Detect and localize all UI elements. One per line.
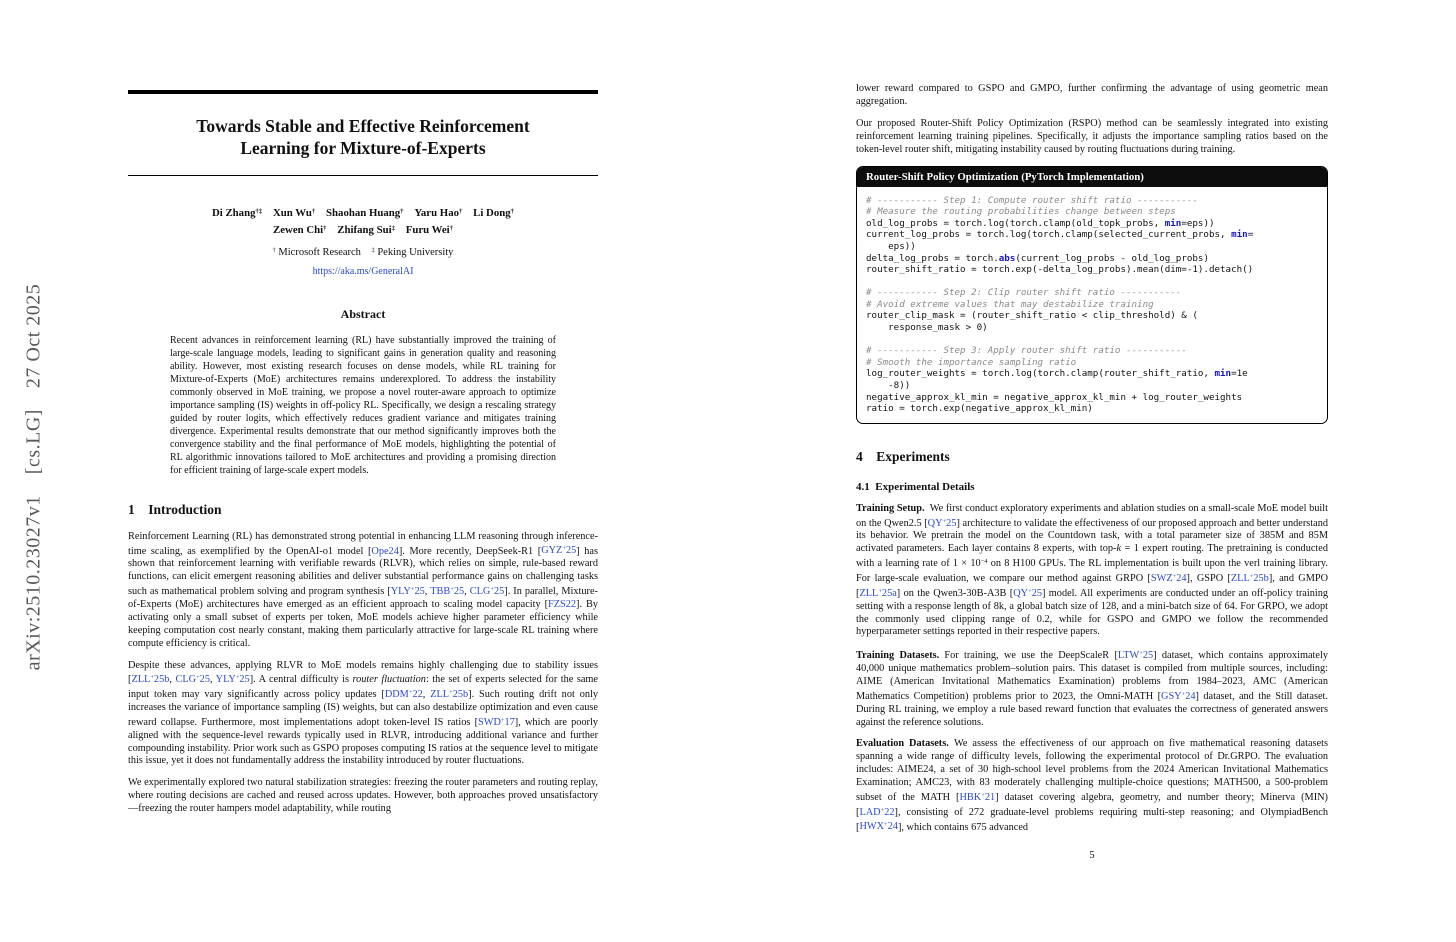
text-segment (315, 207, 326, 219)
text-segment: Training Datasets. (856, 650, 940, 662)
citation-link[interactable]: SWD+17 (478, 716, 515, 728)
citation-superscript: + (1028, 587, 1032, 595)
code-comment: # Measure the routing probabilities change between steps (866, 206, 1176, 218)
code-text: router_shift_ratio = torch.exp(-delta_log_probs).mean(dim=-1).detach() (866, 264, 1254, 276)
rspo-paragraph (856, 118, 1328, 157)
citation-link[interactable]: YLY+25 (390, 586, 425, 598)
citation-link[interactable]: GSY+24 (1161, 690, 1196, 702)
text-segment: on 8 H100 GPUs. The RL implementation is built upon the verl training library. For large-scale evaluation, we compare our method against GRPO [ (856, 558, 1328, 584)
citation-link[interactable]: ZLL+25a (859, 587, 897, 599)
code-line (866, 241, 1318, 253)
text-segment (361, 246, 375, 258)
paper-link[interactable]: https://aka.ms/GeneralAI (312, 265, 414, 277)
citation-link[interactable]: FZS22 (548, 598, 577, 610)
code-block-title: Router-Shift Policy Optimization (PyTorch Implementation) (857, 167, 1327, 187)
code-keyword: min (1214, 368, 1232, 380)
citation-superscript: + (1181, 690, 1186, 698)
title-rule-top (128, 90, 598, 94)
citation-link[interactable]: QY+25 (927, 517, 957, 529)
text-segment: , (209, 674, 216, 686)
code-text: =eps)) (1181, 217, 1215, 229)
text-segment: ]. A central difficulty is (249, 674, 353, 686)
citation-superscript: + (1139, 650, 1143, 658)
text-segment: ] on the Qwen3-30B-A3B [ (896, 587, 1014, 599)
code-line (866, 334, 1318, 346)
text-segment: = 1 expert routing. The pretraining is conducted with a learning rate of 1 × 10 (856, 543, 1328, 570)
abstract-text: Recent advances in reinforcement learning (RL) have substantially improved the training of large-scale language models, leading to significant gains in generation quality and reasoning ability. However, most existing research focuses on dense models, while RL training for Mixture-of-Experts (MoE) architectures remains underexplored. To address the instability commonly observed in MoE training, we propose a novel router-aware approach to optimize importance sampling (IS) weights in off-policy RL. Specifically, we design a rescaling strategy guided by router logits, which effectively reduces gradient variance and mitigates training divergence. Experimental results demonstrate that our method significantly improves both the convergence stability and the final performance of MoE models, highlighting the potential of RL algorithmic innovations tailored to MoE architectures and providing a promising direction for efficient training of large-scale expert models. (170, 334, 556, 476)
code-text: router_clip_mask = (router_shift_ratio < clip_threshold) & ( (866, 310, 1198, 322)
text-segment: ], and GMPO [ (856, 572, 1329, 599)
citation-superscript: + (878, 587, 882, 595)
paper-title: Towards Stable and Effective Reinforcement Learning for Mixture-of-Experts (196, 115, 530, 158)
paper-link-row (128, 261, 598, 279)
code-body (857, 187, 1327, 423)
code-text: -8)) (866, 380, 911, 392)
citation-superscript: + (880, 806, 885, 814)
text-segment: : the set of experts selected for the same input token may vary significantly across policy updates [ (128, 674, 598, 701)
citation-link[interactable]: QY+25 (1013, 587, 1042, 599)
text-segment: Yaru Hao (414, 206, 460, 219)
text-segment: lower reward compared to GSPO and GMPO, further confirming the advantage of using geometric mean aggregation. (856, 83, 1328, 107)
text-segment: ‡ (391, 224, 395, 232)
citation-link[interactable]: GYZ+25 (541, 545, 577, 557)
code-comment: # Avoid extreme values that may destabilize training (866, 298, 1154, 310)
text-segment: † (400, 207, 404, 215)
citation-link[interactable]: HBK+21 (959, 791, 996, 803)
page-number: 5 (1089, 850, 1095, 862)
text-segment: † (459, 207, 463, 215)
code-line (866, 206, 1318, 218)
intro-paragraph-3 (128, 777, 598, 816)
title-rule-bottom (128, 175, 598, 176)
text-segment: We experimentally explored two natural stabilization strategies: freezing the router parameters and routing replay, where routing decisions are cached and reused across updates. However, both approaches proved unsatisfactory—freezing the router hampers model adaptability, while routing (128, 777, 598, 815)
citation-superscript: + (408, 689, 413, 697)
code-line (866, 299, 1318, 311)
subsection-heading-experimental-details: 4.1 Experimental Details (856, 480, 975, 493)
text-segment: ]. Such routing drift not only increases the variance of importance sampling (IS) weights, but can also destabilize optimization and even cause reward collapse. Furthermore, most implementations adopt token-level IS ratios [ (128, 689, 598, 728)
citation-superscript: + (235, 674, 240, 682)
author-line-2 (128, 221, 598, 238)
code-line (866, 368, 1318, 380)
code-text: = (1247, 229, 1254, 241)
code-line (866, 218, 1318, 230)
text-segment: ], which contains 675 advanced (897, 821, 1029, 833)
code-comment: # ----------- Step 3: Apply router shift ratio ----------- (866, 345, 1187, 357)
text-segment: ], which are poorly aligned with the sequence-level rewards typically used in RLVR, introducing additional variance and further compounding instability. Prior work such as GSPO proposes computing IS ratios at the sequence level to mitigate this issue, yet it does not fundamentally address the instability introduced by router fluctuations. (128, 716, 598, 767)
code-line (866, 345, 1318, 357)
code-text: (current_log_probs - old_log_probs) (1015, 252, 1209, 264)
text-segment: Microsoft Research (275, 246, 361, 258)
citation-link[interactable]: HWX+24 (859, 821, 898, 833)
citation-superscript: + (500, 716, 505, 724)
text-segment: † (311, 207, 316, 215)
code-line (866, 310, 1318, 322)
code-comment: # ----------- Step 1: Compute router shift ratio ----------- (866, 194, 1198, 206)
citation-link[interactable]: ZLL+25b (131, 674, 170, 686)
code-comment: # Smooth the importance sampling ratio (866, 356, 1077, 368)
intro-paragraph-1 (128, 531, 598, 651)
code-line (866, 380, 1318, 392)
citation-superscript: + (1249, 573, 1254, 581)
text-segment: Zhifang Sui (337, 223, 392, 236)
text-segment: ] model. All experiments are conducted under an off-policy training setting with a response length of 8k, a global batch size of 128, and a mini-batch size of 64. For GRPO, we adopt the commonly used clipping range of 0.2, while for GSPO and GMPO we follow the recommended hyperparameter settings reported in their respective papers. (856, 587, 1328, 638)
citation-superscript: + (981, 792, 985, 800)
continued-paragraph (856, 83, 1328, 109)
citation-link[interactable]: DDM+22 (384, 689, 423, 701)
code-text: eps)) (866, 240, 916, 252)
text-segment: †‡ (255, 207, 263, 215)
code-line (866, 322, 1318, 334)
text-segment: ] dataset covering algebra, geometry, and number theory; Minerva (MIN) [ (856, 791, 1328, 818)
citation-link[interactable]: LTW+25 (1117, 650, 1154, 662)
text-segment (404, 207, 415, 219)
arxiv-watermark: arXiv:2510.23027v1 [cs.LG] 27 Oct 2025 (22, 283, 45, 671)
text-segment: † (449, 224, 453, 232)
text-segment: ] has shown that reinforcement learning with verifiable rewards (RLVR), which relies on simple, rule-based reward functions, can elicit emergent reasoning abilities and deliver substantial performance gains on challenging tasks such as mathematical problem solving and program synthesis [ (128, 545, 599, 598)
text-segment: , (464, 586, 470, 598)
text-segment: ]. In parallel, Mixture-of-Experts (MoE) architectures have emerged as an efficient approach to scaling model capacity [ (128, 586, 598, 610)
code-line (866, 195, 1318, 207)
citation-link[interactable]: CLG+25 (469, 586, 505, 598)
evaluation-datasets-paragraph (856, 738, 1328, 834)
text-segment (326, 224, 337, 236)
citation-superscript: + (449, 689, 453, 697)
text-segment: † (510, 207, 514, 215)
text-segment: ], consisting of 272 graduate-level problems requiring multi-step reasoning; and OlympiadBench [ (856, 806, 1328, 833)
text-segment: Evaluation Datasets. (856, 738, 949, 750)
citation-link[interactable]: LAD+22 (859, 806, 895, 818)
code-text: delta_log_probs = torch. (866, 252, 999, 264)
citation-link[interactable]: TBB+25 (430, 586, 465, 598)
code-line (866, 264, 1318, 276)
text-segment (462, 207, 473, 219)
text-segment: , (424, 586, 431, 598)
citation-superscript: + (196, 674, 200, 682)
training-datasets-paragraph (856, 648, 1328, 729)
text-segment: −4 (980, 558, 988, 566)
abstract-heading: Abstract (340, 306, 386, 321)
citation-superscript: + (450, 586, 454, 594)
text-segment: Training Setup. (856, 502, 925, 514)
citation-superscript: + (942, 517, 947, 525)
code-line (866, 357, 1318, 369)
code-block (856, 166, 1328, 424)
code-text: ratio = torch.exp(negative_approx_kl_min) (866, 403, 1093, 415)
page-right (856, 83, 1328, 861)
text-segment: Despite these advances, applying RLVR to MoE models remains highly challenging due to stability issues [ (128, 659, 598, 686)
code-text: negative_approx_kl_min = negative_approx_kl_min + log_router_weights (866, 391, 1243, 403)
text-segment: ]. More recently, DeepSeek-R1 [ (398, 545, 542, 557)
section-heading-experiments: 4 Experiments (856, 448, 950, 464)
code-line (866, 253, 1318, 265)
text-segment: k (1116, 543, 1122, 555)
citation-link[interactable]: SWZ+24 (1150, 572, 1187, 584)
citation-link[interactable]: ZLL+25b (430, 689, 469, 701)
citation-superscript: + (562, 545, 566, 553)
text-segment: We assess the effectiveness of our approach on five mathematical reasoning datasets spanning a wide range of difficulty levels, following the experimental protocol of Dr.GRPO. The evaluation includes: AIME24, a set of 30 high-school level problems from the 2024 American Invitational Mathematics Examination; AMC23, with 83 moderately challenging multiple-choice questions; MATH500, a 500-problem subset of the MATH [ (856, 738, 1329, 803)
text-segment: , (422, 689, 431, 701)
code-text: response_mask > 0) (866, 322, 988, 334)
code-text: =1e (1231, 368, 1248, 380)
text-segment: Li Dong (473, 206, 511, 219)
text-segment (395, 224, 406, 236)
text-segment: , (169, 674, 176, 686)
text-segment: For training, we use the DeepScaleR [ (939, 650, 1118, 662)
text-segment: Reinforcement Learning (RL) has demonstrated strong potential in enhancing LLM reasoning through inference-time scaling, as exemplified by the OpenAI-o1 model [ (128, 530, 598, 557)
citation-link[interactable]: YLY+25 (215, 674, 250, 686)
code-line (866, 287, 1318, 299)
citation-link[interactable]: ZLL+25b (1230, 572, 1269, 584)
code-keyword: min (1231, 229, 1248, 241)
text-segment: ], GSPO [ (1186, 572, 1231, 584)
text-segment (262, 207, 273, 219)
citation-link[interactable]: CLG+25 (175, 674, 210, 686)
code-text: log_router_weights = torch.log(torch.clamp(router_shift_ratio, (866, 368, 1215, 380)
code-line (866, 392, 1318, 404)
citation-superscript: + (150, 674, 154, 682)
page-left (128, 90, 598, 825)
code-text: old_log_probs = torch.log(torch.clamp(old_topk_probs, (866, 217, 1165, 229)
text-segment: Xun Wu (272, 206, 312, 219)
author-line-1 (128, 204, 598, 221)
text-segment: ]. By activating only a small subset of experts per token, MoE models achieve higher parameter efficiency while keeping computation cost nearly constant, making them particularly attractive for large-scale RL training where compute efficiency is critical. (128, 598, 598, 649)
text-segment: ] architecture to validate the effectiveness of our proposed approach and better understand its behavior. We pretrain the model on the Countdown task, with a total parameter size of 385M and 85M activated parameters. Each layer contains 8 experts, with top- (856, 517, 1328, 555)
citation-superscript: + (1172, 573, 1177, 581)
text-segment: Zewen Chi (273, 223, 324, 236)
citation-link[interactable]: Ope24 (371, 545, 399, 557)
text-segment: Di Zhang (211, 206, 256, 219)
text-segment: router fluctuation (352, 674, 426, 686)
text-segment: Peking University (374, 246, 454, 258)
text-segment: ‡ (371, 246, 375, 254)
code-text: current_log_probs = torch.log(torch.clamp(selected_current_probs, (866, 229, 1232, 241)
citation-superscript: + (490, 586, 494, 594)
text-segment: ] dataset, which contains approximately 40,000 unique mathematics problem–solution pairs. This dataset is compiled from multiple sources, including: AIME (American Invitational Mathematics Examination) problems from 1984–2023, AMC (American Mathematics Competition) problems prior to 2023, the Omni-MATH [ (856, 650, 1328, 702)
text-segment: † (272, 246, 276, 254)
code-keyword: abs (998, 252, 1016, 264)
affiliations (128, 247, 598, 258)
text-segment: Furu Wei (405, 223, 450, 236)
text-segment: † (323, 224, 327, 232)
citation-superscript: + (410, 586, 415, 594)
text-segment: We first conduct exploratory experiments and ablation studies on a small-scale MoE model built on the Qwen2.5 [ (856, 502, 1328, 529)
training-setup-paragraph (856, 503, 1328, 640)
text-segment: ] dataset, and the Still dataset. During RL training, we employ a rule based reward function that evaluates the correctness of generated answers against the reference solutions. (856, 690, 1328, 728)
code-line (866, 276, 1318, 288)
citation-superscript: + (884, 821, 888, 829)
code-keyword: min (1164, 217, 1182, 229)
code-line (866, 229, 1318, 241)
intro-paragraph-2 (128, 660, 598, 769)
section-heading-introduction: 1 Introduction (128, 501, 222, 517)
text-segment: Our proposed Router-Shift Policy Optimization (RSPO) method can be seamlessly integrated into existing reinforcement learning training pipelines. Specifically, it adjusts the importance sampling ratios based on the token-level router shift, mitigating instability caused by routing fluctuations during training. (856, 117, 1328, 155)
text-segment: Shaohan Huang (326, 206, 401, 219)
code-line (866, 403, 1318, 415)
code-comment: # ----------- Step 2: Clip router shift ratio ----------- (866, 287, 1182, 299)
